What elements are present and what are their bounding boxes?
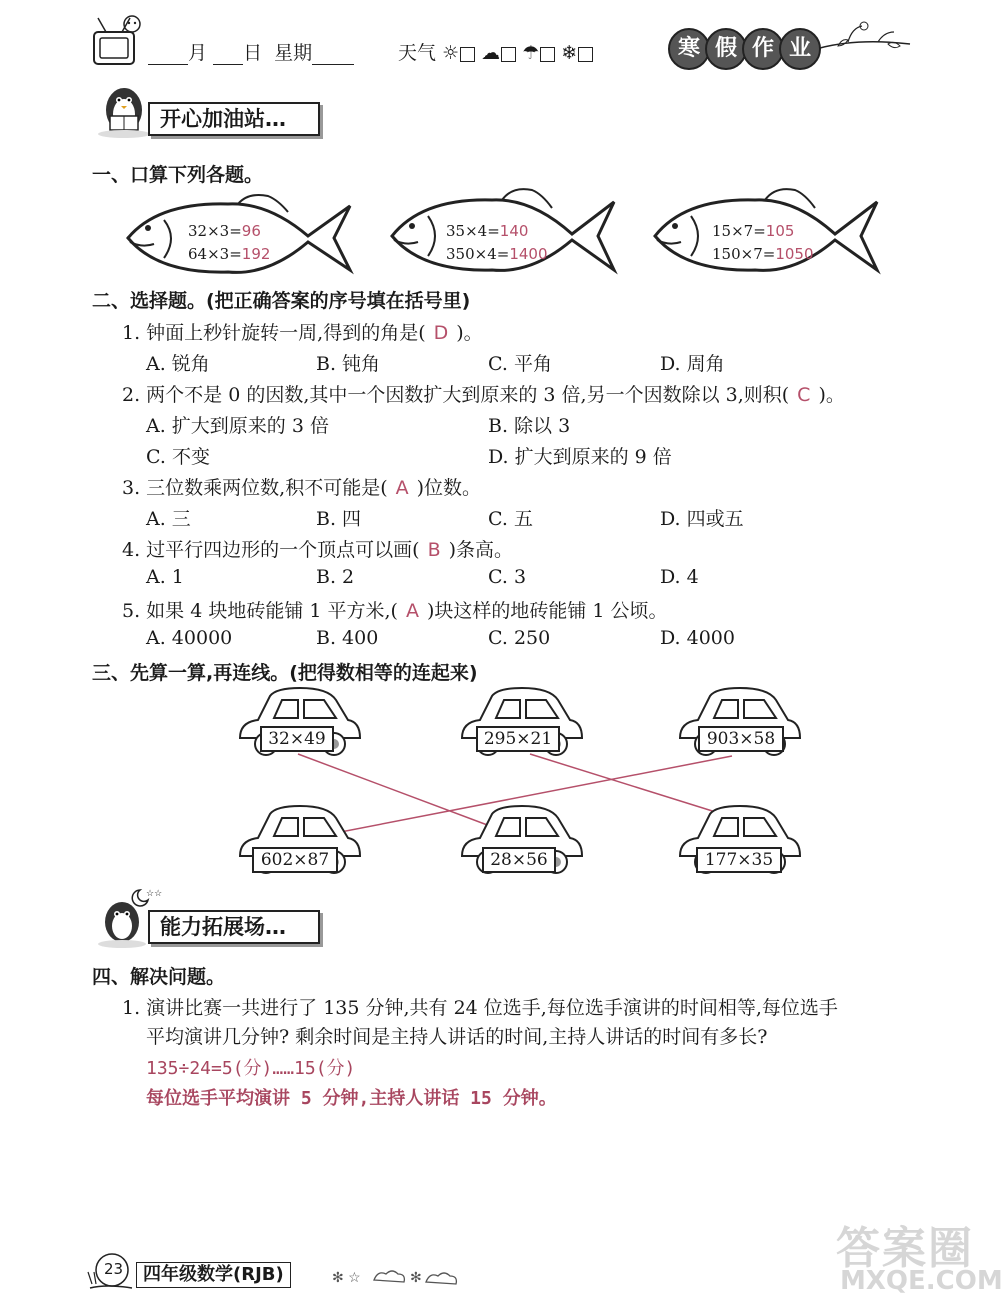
q3-text: 3. 三位数乘两位数,积不可能是( [122, 477, 388, 499]
section-banner-2: 能力拓展场… [148, 910, 320, 944]
q4-option-b: B. 2 [316, 566, 355, 588]
q2-option-c: C. 不变 [146, 446, 210, 468]
q3-text-end: )位数。 [416, 477, 482, 499]
q3-option-d: D. 四或五 [660, 508, 744, 530]
part4-work: 135÷24=5(分)……15(分) [146, 1058, 356, 1079]
rain-icon: ☂ [522, 42, 540, 64]
fish-3-expr-1: 15×7= [712, 222, 766, 240]
day-label: 日 [243, 42, 263, 64]
part3-title: 三、先算一算,再连线。(把得数相等的连起来) [92, 662, 478, 684]
fish-1-expr-2: 64×3= [188, 245, 242, 263]
sunny-icon: ☼ [442, 42, 460, 64]
watermark-logo: 答案圈 [836, 1223, 974, 1274]
fish-3-answer-1: 105 [765, 222, 795, 240]
q1-text-end: )。 [456, 322, 483, 344]
fish-2-answer-1: 140 [499, 222, 529, 240]
q4-option-c: C. 3 [488, 566, 527, 588]
q2-answer: C [797, 384, 811, 406]
q5-option-a: A. 40000 [146, 627, 233, 649]
q2-option-d: D. 扩大到原来的 9 倍 [488, 446, 672, 468]
q1-option-c: C. 平角 [488, 353, 552, 375]
car-bottom-3-label[interactable]: 177×35 [696, 847, 782, 873]
fish-2-answer-2: 1400 [509, 245, 548, 263]
footer-cloud-decoration-icon [330, 1262, 460, 1292]
q5-option-b: B. 400 [316, 627, 379, 649]
car-shape-top-2 [458, 686, 586, 764]
q3-option-c: C. 五 [488, 508, 533, 530]
part2-title: 二、选择题。(把正确答案的序号填在括号里) [92, 290, 471, 312]
section-banner-1: 开心加油站… [148, 102, 320, 136]
q2-option-b: B. 除以 3 [488, 415, 571, 437]
fish-2-expr-2: 350×4= [446, 245, 510, 263]
q4-option-a: A. 1 [146, 566, 184, 588]
q3-answer: A [395, 477, 409, 499]
badge-char-3: 作 [742, 28, 784, 70]
fish-3-expr-2: 150×7= [712, 245, 776, 263]
q2-option-a: A. 扩大到原来的 3 倍 [146, 415, 329, 437]
part4-q1-line1: 1. 演讲比赛一共进行了 135 分钟,共有 24 位选手,每位选手演讲的时间相等,每位选手 [122, 997, 838, 1019]
car-shape-top-1 [236, 686, 364, 764]
car-top-1-label[interactable]: 32×49 [260, 726, 334, 752]
month-label: 月 [188, 42, 208, 64]
q1-option-d: D. 周角 [660, 353, 725, 375]
part1-title: 一、口算下列各题。 [92, 164, 264, 186]
weather-label: 天气 [398, 42, 437, 64]
q2-text: 2. 两个不是 0 的因数,其中一个因数扩大到原来的 3 倍,另一个因数除以 3,则积( [122, 384, 790, 406]
penguin-moon-icon [96, 884, 163, 948]
q4-text: 4. 过平行四边形的一个顶点可以画( [122, 539, 420, 561]
badge-char-4: 业 [779, 28, 821, 70]
q4-text-end: )条高。 [448, 539, 514, 561]
fish-1-answer-1: 96 [241, 222, 261, 240]
q1-option-a: A. 锐角 [146, 353, 210, 375]
q5-option-c: C. 250 [488, 627, 551, 649]
fish-2-expr-1: 35×4= [446, 222, 500, 240]
car-shape-top-3 [676, 686, 804, 764]
q3-option-b: B. 四 [316, 508, 362, 530]
q4-option-d: D. 4 [660, 566, 699, 588]
car-top-3-label[interactable]: 903×58 [698, 726, 784, 752]
part4-title: 四、解决问题。 [92, 966, 226, 988]
part4-answer: 每位选手平均演讲 5 分钟,主持人讲话 15 分钟。 [146, 1088, 557, 1109]
svg-text:☆☆: ☆☆ [146, 889, 163, 899]
q1-option-b: B. 钝角 [316, 353, 381, 375]
part4-q1-line2: 平均演讲几分钟? 剩余时间是主持人讲话的时间,主持人讲话的时间有多长? [146, 1026, 768, 1048]
q1-text: 1. 钟面上秒针旋转一周,得到的角是( [122, 322, 426, 344]
car-top-2-label[interactable]: 295×21 [476, 726, 560, 752]
page-number: 23 [104, 1260, 124, 1278]
svg-text:✻: ✻ [410, 1270, 422, 1286]
badge-char-2: 假 [705, 28, 747, 70]
weekday-label: 星期 [274, 42, 313, 64]
car-bottom-2-label[interactable]: 28×56 [482, 847, 556, 873]
car-bottom-1-label[interactable]: 602×87 [252, 847, 338, 873]
badge-char-1: 寒 [668, 28, 710, 70]
q4-answer: B [427, 539, 441, 561]
footer-book-title: 四年级数学(RJB) [136, 1262, 291, 1288]
watermark-url: MXQE.COM [840, 1266, 1003, 1296]
q2-text-end: )。 [818, 384, 845, 406]
q5-text-end: )块这样的地砖能铺 1 公顷。 [426, 600, 668, 622]
fish-3-answer-2: 1050 [775, 245, 814, 263]
svg-text:✻ ☆: ✻ ☆ [332, 1270, 361, 1286]
cloudy-icon: ☁ [481, 42, 501, 64]
fish-1-answer-2: 192 [241, 245, 271, 263]
q5-option-d: D. 4000 [660, 627, 735, 649]
q5-answer: A [405, 600, 419, 622]
q3-option-a: A. 三 [146, 508, 191, 530]
q1-answer: D [433, 322, 449, 344]
fish-1-expr-1: 32×3= [188, 222, 242, 240]
snow-icon: ❄ [561, 42, 578, 64]
q5-text: 5. 如果 4 块地砖能铺 1 平方米,( [122, 600, 398, 622]
